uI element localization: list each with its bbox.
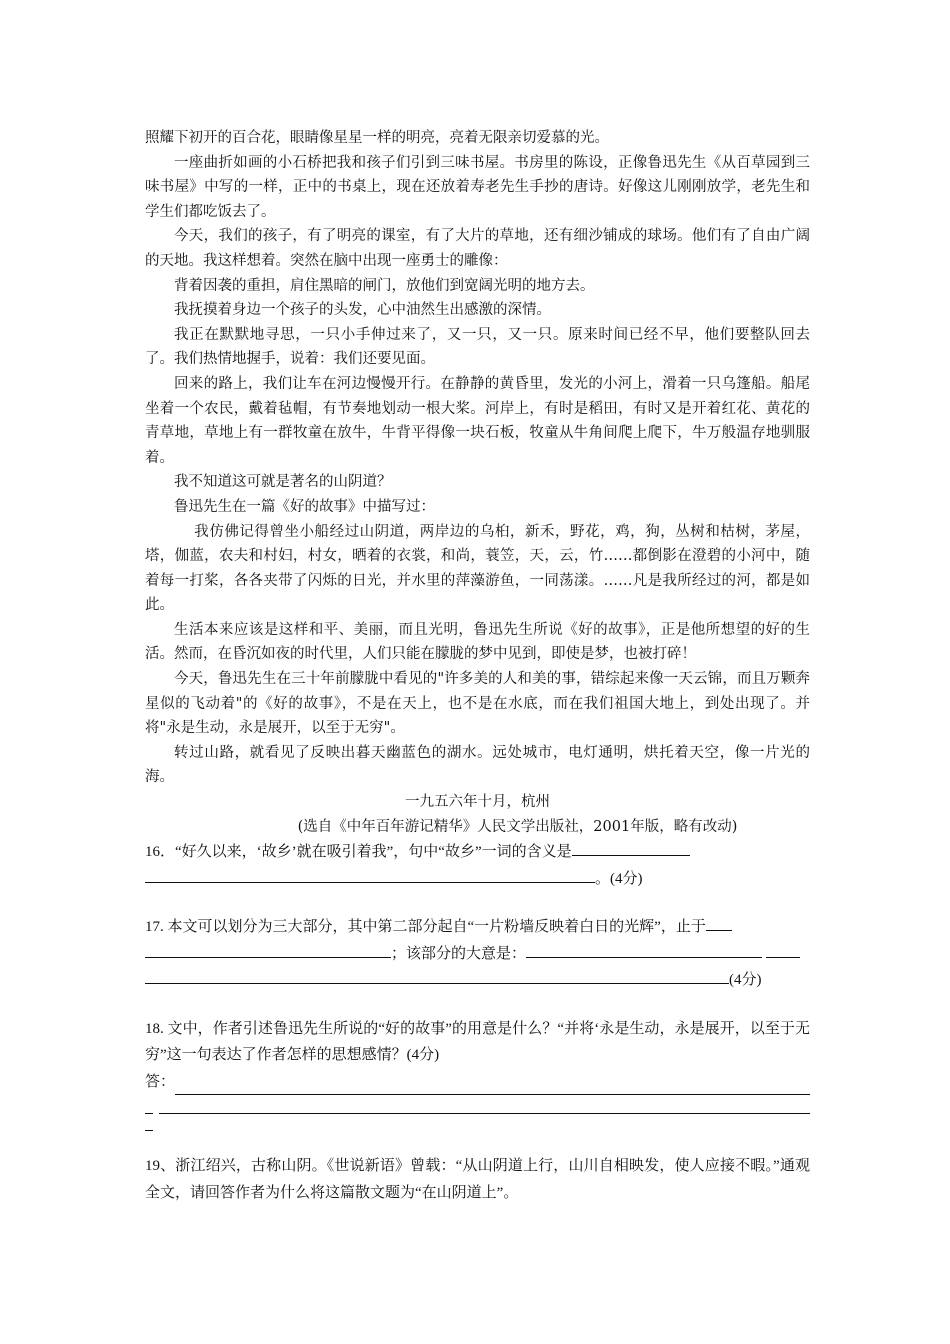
- passage-quote: 我仿佛记得曾坐小船经过山阴道，两岸边的乌桕，新禾，野花，鸡，狗，丛树和枯树，茅屋，塔，伽蓝，农夫和村妇，村女，晒着的衣裳，和尚，蓑笠，天，云，竹……都倒影在澄碧的小河中，随着每一打桨，各各夹带了闪烁的日光，并水里的萍藻游鱼，一同荡漾。……凡是我所经过的河，都是如此。: [145, 523, 810, 614]
- document-page: [145, 126, 810, 1206]
- passage-paragraph: 一座曲折如画的小石桥把我和孩子们引到三味书屋。书房里的陈设，正像鲁迅先生《从百草园到三味书屋》中写的一样，正中的书桌上，现在还放着寿老先生手抄的唐诗。好像这儿刚刚放学，老先生和学生们都吃饭去了。: [145, 154, 810, 220]
- passage-paragraph: 我正在默默地寻思，一只小手伸过来了，又一只，又一只。原来时间已经不早，他们要整队回去了。我们热情地握手，说着：我们还要见面。: [145, 326, 810, 368]
- question-19: [145, 1153, 810, 1206]
- question-18: [145, 1016, 810, 1132]
- passage-paragraph: 背着因袭的重担，肩住黑暗的闸门，放他们到宽阔光明的地方去。: [174, 277, 595, 294]
- passage-paragraph: 我抚摸着身边一个孩子的头发，心中油然生出感激的深情。: [174, 302, 551, 319]
- answer-line-start: [145, 1114, 153, 1131]
- passage-date: 一九五六年十月，杭州: [405, 794, 550, 811]
- passage-paragraph: 今天，鲁迅先生在三十年前朦胧中看见的"许多美的人和美的事，错综起来像一天云锦，而且万颗奔星似的飞动着"的《好的故事》，不是在天上，也不是在水底，而在我们祖国大地上，到处出现了。并将"永是生动，永是展开，以至于无穷"。: [145, 671, 810, 737]
- answer-line[interactable]: [159, 1095, 810, 1114]
- question-17-score: (4分): [729, 972, 762, 989]
- passage-paragraph: 今天，我们的孩子，有了明亮的课室，有了大片的草地，还有细沙铺成的球场。他们有了自由广阔的天地。我这样想着。突然在脑中出现一座勇士的雕像：: [145, 228, 810, 269]
- passage-paragraph: 转过山路，就看见了反映出暮天幽蓝色的湖水。远处城市，电灯通明，烘托着天空，像一片光的海。: [145, 744, 810, 786]
- passage-paragraph: 回来的路上，我们让车在河边慢慢开行。在静静的黄昏里，发光的小河上，滑着一只乌篷船。船尾坐着一个农民，戴着毡帽，有节奏地划动一根大桨。河岸上，有时是稻田，有时又是开着红花、黄花的青草地，草地上有一群牧童在放牛，牛背平得像一块石板，牧童从牛角间爬上爬下，牛万般温存地驯服着。: [145, 375, 810, 466]
- answer-label: 答：: [145, 1073, 176, 1090]
- answer-blank[interactable]: [526, 941, 762, 958]
- passage-paragraph: 我不知道这可就是著名的山阴道？: [174, 474, 392, 491]
- question-17-mid: ；该部分的大意是：: [391, 945, 527, 962]
- question-17: [145, 914, 810, 994]
- answer-blank[interactable]: [706, 914, 732, 931]
- answer-line[interactable]: [175, 1076, 810, 1095]
- passage-paragraph: 生活本来应该是这样和平、美丽，而且光明，鲁迅先生所说《好的故事》，正是他所想望的好的生活。然而，在昏沉如夜的时代里，人们只能在朦胧的梦中见到，即使是梦，也被打碎！: [145, 621, 810, 663]
- answer-blank[interactable]: [145, 866, 595, 883]
- passage-paragraph: 鲁迅先生在一篇《好的故事》中描写过：: [174, 498, 435, 515]
- question-16-score: 。(4分): [595, 870, 643, 887]
- passage-source: (选自《中年百年游记精华》人民文学出版社，2001年版，略有改动): [297, 818, 738, 835]
- answer-line-start: [145, 1097, 153, 1114]
- question-18-text: 18. 文中，作者引述鲁迅先生所说的“好的故事”的用意是什么？“并将‘永是生动，永是展开，以至于无穷”这一句表达了作者怎样的思想感情？(4分): [145, 1020, 810, 1064]
- answer-blank[interactable]: [145, 941, 391, 958]
- question-16: [145, 839, 810, 892]
- question-16-text: 16．“好久以来，‘故乡’就在吸引着我”，句中“故乡”一词的含义是: [145, 844, 572, 861]
- answer-blank[interactable]: [766, 941, 800, 958]
- answer-blank[interactable]: [572, 839, 690, 856]
- question-19-text: 19、浙江绍兴，古称山阴。《世说新语》曾载：“从山阴道上行，山川自相映发，使人应接不暇。”通观全文，请回答作者为什么将这篇散文题为“在山阴道上”。: [145, 1158, 810, 1201]
- answer-blank[interactable]: [145, 967, 729, 984]
- passage-paragraph: 照耀下初开的百合花，眼睛像星星一样的明亮，亮着无限亲切爱慕的光。: [145, 130, 609, 146]
- question-17-text: 17. 本文可以划分为三大部分，其中第二部分起自“一片粉墙反映着白日的光辉”，止于: [145, 919, 706, 936]
